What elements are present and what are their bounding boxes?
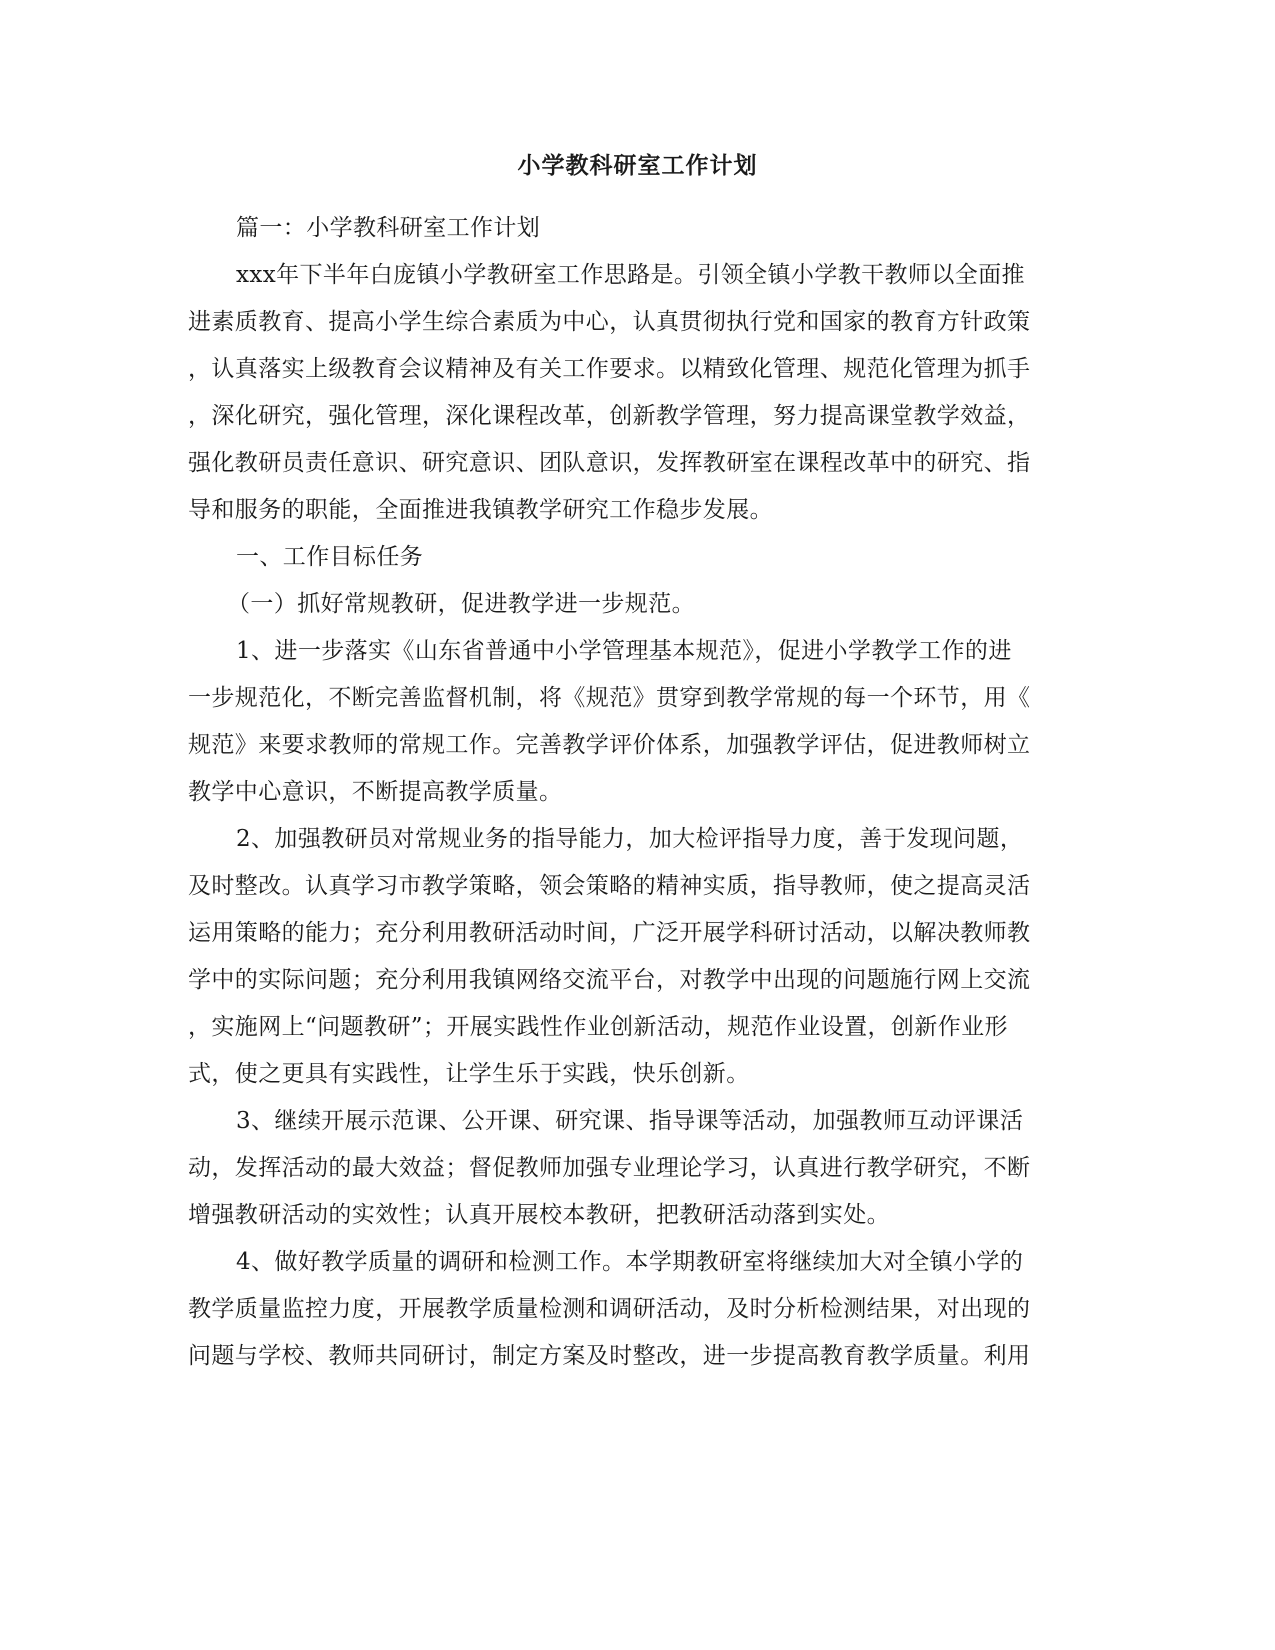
paragraph-line: xxx年下半年白庞镇小学教研室工作思路是。引领全镇小学教干教师以全面推 [236,262,1025,288]
section-heading-goals: 一、工作目标任务 [236,544,424,570]
paragraph-line: 2、加强教研员对常规业务的指导能力，加大检评指导力度，善于发现问题， [236,826,1024,852]
paragraph-line: 1、进一步落实《山东省普通中小学管理基本规范》，促进小学教学工作的进 [236,638,1012,664]
paragraph-line: 学中的实际问题；充分利用我镇网络交流平台，对教学中出现的问题施行网上交流 [188,967,1031,993]
paragraph-line: ，深化研究，强化管理，深化课程改革，创新教学管理，努力提高课堂教学效益， [188,403,1031,429]
paragraph-line: 进素质教育、提高小学生综合素质为中心，认真贯彻执行党和国家的教育方针政策 [188,309,1031,335]
paragraph-line: 导和服务的职能，全面推进我镇教学研究工作稳步发展。 [188,497,773,523]
document-title: 小学教科研室工作计划 [517,152,758,179]
paragraph-line: 及时整改。认真学习市教学策略，领会策略的精神实质，指导教师，使之提高灵活 [188,873,1031,899]
paragraph-line: 式，使之更具有实践性，让学生乐于实践，快乐创新。 [188,1061,750,1087]
paragraph-line: ，实施网上“问题教研”；开展实践性作业创新活动，规范作业设置，创新作业形 [188,1014,1008,1040]
paragraph-line: 规范》来要求教师的常规工作。完善教学评价体系，加强教学评估，促进教师树立 [188,732,1031,758]
paragraph-line: 动，发挥活动的最大效益；督促教师加强专业理论学习，认真进行教学研究，不断 [188,1155,1031,1181]
paragraph-line: ，认真落实上级教育会议精神及有关工作要求。以精致化管理、规范化管理为抓手 [188,356,1031,382]
paragraph-line: 增强教研活动的实效性；认真开展校本教研，把教研活动落到实处。 [188,1202,890,1228]
paragraph-line: 运用策略的能力；充分利用教研活动时间，广泛开展学科研讨活动，以解决教师教 [188,920,1031,946]
paragraph-line: 4、做好教学质量的调研和检测工作。本学期教研室将继续加大对全镇小学的 [236,1249,1024,1275]
paragraph-line: 教学中心意识，不断提高教学质量。 [188,779,563,805]
paragraph-line: 一步规范化，不断完善监督机制，将《规范》贯穿到教学常规的每一个环节，用《 [188,685,1031,711]
paragraph-line: 问题与学校、教师共同研讨，制定方案及时整改，进一步提高教育教学质量。利用 [188,1343,1031,1369]
paragraph-line: 3、继续开展示范课、公开课、研究课、指导课等活动，加强教师互动评课活 [236,1108,1024,1134]
paragraph-line: 教学质量监控力度，开展教学质量检测和调研活动，及时分析检测结果，对出现的 [188,1296,1031,1322]
subsection-heading-routine-research: （一）抓好常规教研，促进教学进一步规范。 [227,591,695,617]
section-heading-part-one: 篇一：小学教科研室工作计划 [236,215,541,241]
paragraph-line: 强化教研员责任意识、研究意识、团队意识，发挥教研室在课程改革中的研究、指 [188,450,1031,476]
